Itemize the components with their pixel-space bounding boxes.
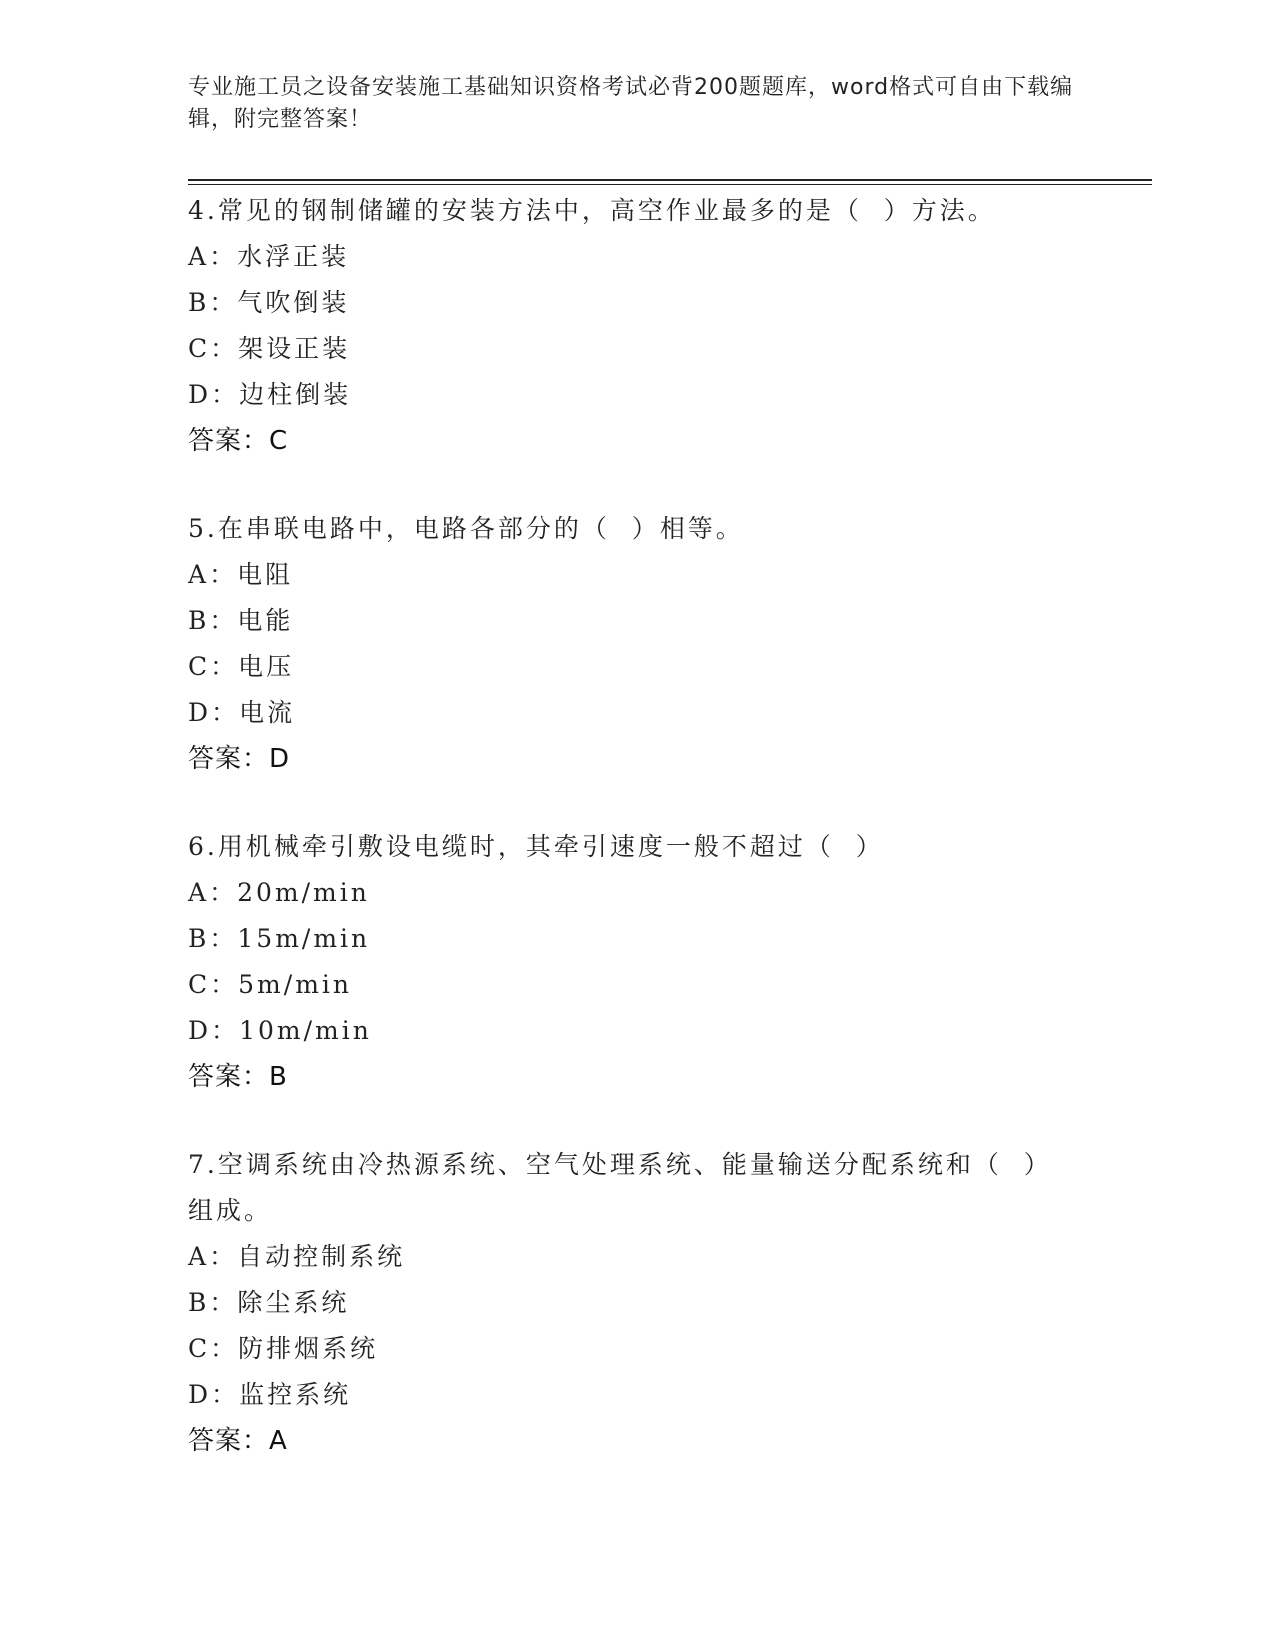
option-key: D [188, 698, 212, 727]
document-header: 专业施工员之设备安装施工基础知识资格考试必背200题题库，word格式可自由下载编辑，附完整答案！ [188, 75, 1074, 132]
option-a [188, 870, 1088, 916]
option-separator: ： [209, 560, 238, 589]
option-text: 水浮正装 [237, 242, 350, 271]
option-separator: ： [211, 698, 240, 727]
option-b [188, 280, 1088, 326]
option-separator: ： [211, 1016, 240, 1045]
option-text: 电流 [239, 698, 296, 727]
option-key: D [188, 1380, 212, 1409]
option-c [188, 326, 1088, 372]
option-separator: ： [210, 970, 239, 999]
option-text: 气吹倒装 [237, 288, 350, 317]
option-a [188, 1234, 1088, 1280]
answer-value: D [269, 744, 291, 774]
option-text: 电能 [237, 606, 294, 635]
option-b [188, 1280, 1088, 1326]
option-separator: ： [210, 652, 239, 681]
option-d [188, 372, 1088, 418]
option-text: 边柱倒装 [239, 380, 352, 409]
option-separator: ： [210, 334, 239, 363]
question-block [188, 188, 1088, 464]
option-key: C [188, 652, 211, 681]
question-block [188, 1142, 1088, 1464]
option-separator: ： [211, 380, 240, 409]
header-divider-thin [188, 184, 1152, 185]
option-separator: ： [209, 1242, 238, 1271]
option-text: 电阻 [237, 560, 294, 589]
question-stem: 6.用机械牵引敷设电缆时，其牵引速度一般不超过（ ） [188, 832, 884, 861]
option-text: 除尘系统 [237, 1288, 350, 1317]
answer-line [188, 736, 1088, 782]
question-stem: 4.常见的钢制储罐的安装方法中，高空作业最多的是（ ）方法。 [188, 196, 996, 225]
option-b [188, 916, 1088, 962]
option-key: A [188, 878, 210, 907]
option-text: 电压 [238, 652, 295, 681]
answer-label: 答案： [188, 1426, 270, 1456]
option-key: A [188, 1242, 210, 1271]
answer-value: A [269, 1426, 288, 1456]
header-divider-thick [188, 179, 1152, 181]
answer-label: 答案： [188, 744, 270, 774]
answer-value: C [269, 426, 289, 456]
option-text: 15m/min [237, 924, 371, 953]
answer-line [188, 418, 1088, 464]
option-text: 10m/min [239, 1016, 372, 1045]
option-text: 自动控制系统 [237, 1242, 406, 1271]
option-separator: ： [209, 924, 238, 953]
option-d [188, 1372, 1088, 1418]
answer-line [188, 1054, 1088, 1100]
option-separator: ： [209, 242, 238, 271]
option-key: C [188, 970, 211, 999]
option-a [188, 552, 1088, 598]
question-stem: 5.在串联电路中，电路各部分的（ ）相等。 [188, 514, 744, 543]
option-separator: ： [210, 1334, 239, 1363]
option-c [188, 1326, 1088, 1372]
option-c [188, 644, 1088, 690]
option-key: C [188, 1334, 211, 1363]
answer-label: 答案： [188, 426, 270, 456]
option-b [188, 598, 1088, 644]
option-a [188, 234, 1088, 280]
option-key: A [188, 560, 210, 589]
option-key: A [188, 242, 210, 271]
option-text: 20m/min [237, 878, 370, 907]
option-separator: ： [209, 878, 238, 907]
question-block [188, 506, 1088, 782]
option-separator: ： [209, 1288, 238, 1317]
answer-label: 答案： [188, 1062, 270, 1092]
answer-line [188, 1418, 1088, 1464]
question-block [188, 824, 1088, 1100]
option-d [188, 690, 1088, 736]
option-key: D [188, 380, 212, 409]
option-text: 防排烟系统 [238, 1334, 379, 1363]
option-separator: ： [209, 606, 238, 635]
option-key: B [188, 288, 210, 317]
answer-value: B [269, 1062, 288, 1092]
option-separator: ： [211, 1380, 240, 1409]
option-key: D [188, 1016, 212, 1045]
option-key: B [188, 1288, 210, 1317]
option-key: B [188, 606, 210, 635]
option-c [188, 962, 1088, 1008]
option-separator: ： [209, 288, 238, 317]
option-text: 5m/min [238, 970, 352, 999]
option-d [188, 1008, 1088, 1054]
option-key: C [188, 334, 211, 363]
option-text: 监控系统 [239, 1380, 352, 1409]
option-text: 架设正装 [238, 334, 351, 363]
question-stem: 7.空调系统由冷热源系统、空气处理系统、能量输送分配系统和（ ）组成。 [188, 1150, 1052, 1225]
option-key: B [188, 924, 210, 953]
